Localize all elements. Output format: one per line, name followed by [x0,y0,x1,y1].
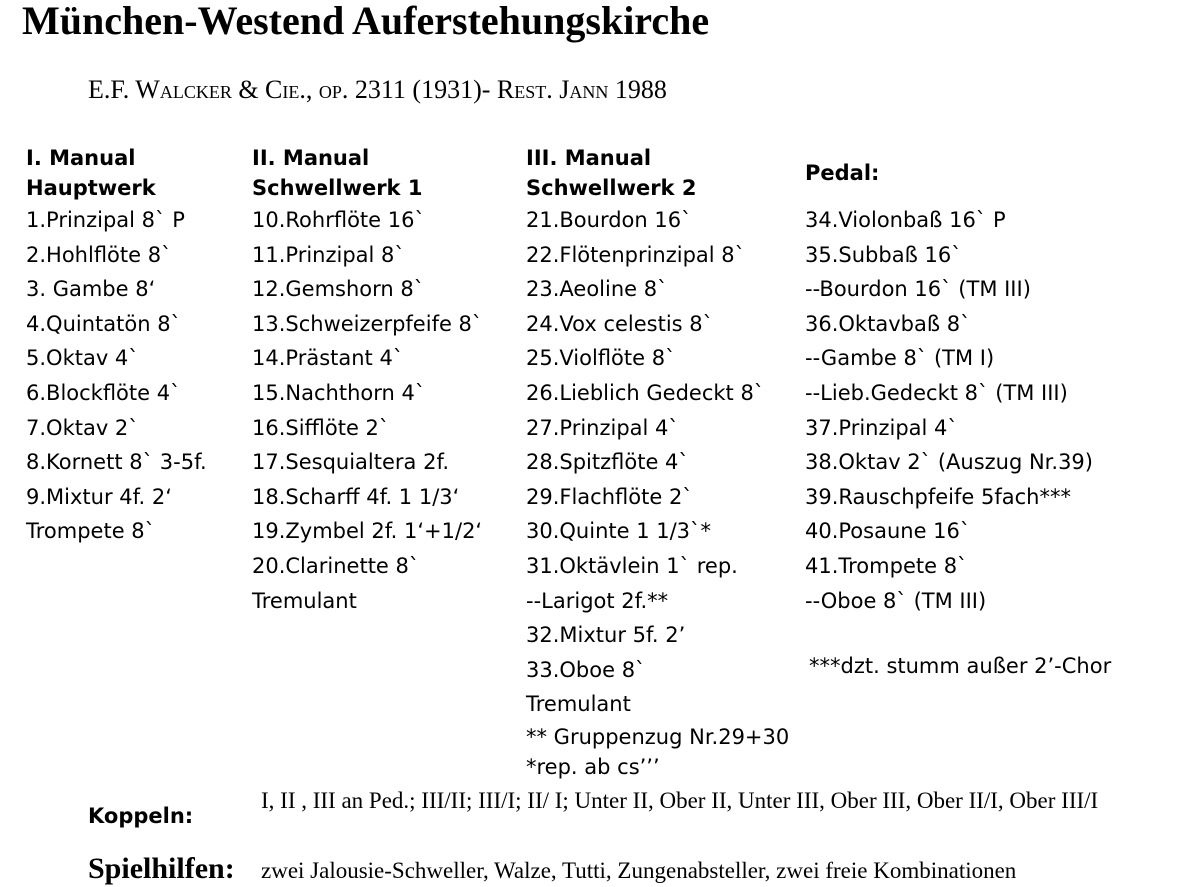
stop-item: --Gambe 8` (TM I) [805,346,995,371]
stop-item: --Bourdon 16` (TM III) [805,277,1031,302]
koppeln-label: Koppeln: [88,804,194,828]
stop-item: 15.Nachthorn 4` [252,380,426,405]
stop-item: 14.Prästant 4` [252,346,404,371]
stop-item: 8.Kornett 8` 3-5f. [26,450,207,475]
division-heading [26,143,207,203]
stop-item: 39.Rauschpfeife 5fach*** [805,484,1071,509]
stop-item: 35.Subbaß 16` [805,242,962,267]
division-heading-line2: Schwellwerk 2 [526,176,697,200]
division-heading [252,143,482,203]
division-hauptwerk [26,143,207,549]
division-schwellwerk-1 [252,143,482,618]
stop-item: 27.Prinzipal 4` [526,415,679,440]
stop-item: 5.Oktav 4` [26,346,139,371]
stop-item: 23.Aeoline 8` [526,277,668,302]
stop-item: 16.Sifflöte 2` [252,415,390,440]
spielhilfen-label: Spielhilfen: [88,852,235,885]
division-heading-line1: I. Manual [26,146,136,170]
stop-item: 9.Mixtur 4f. 2‘ [26,484,172,509]
footnote: ** Gruppenzug Nr.29+30 [526,724,790,749]
spielhilfen-text: zwei Jalousie-Schweller, Walze, Tutti, Zungenabsteller, zwei freie Kombinationen [261,858,1017,883]
stop-item: 4.Quintatön 8` [26,311,182,336]
stop-item: 20.Clarinette 8` [252,553,420,578]
stop-item: 19.Zymbel 2f. 1‘+1/2‘ [252,519,483,544]
stop-item: 37.Prinzipal 4` [805,415,958,440]
division-heading-line1: II. Manual [252,146,370,170]
division-heading [805,143,1093,203]
footnote: *rep. ab cs’’’ [526,754,660,779]
stop-item: 40.Posaune 16` [805,519,971,544]
stop-item: 38.Oktav 2` (Auszug Nr.39) [805,450,1093,475]
stop-item: 26.Lieblich Gedeckt 8` [526,380,765,405]
stop-item: Trompete 8` [26,519,156,544]
stop-item: 12.Gemshorn 8` [252,277,425,302]
stop-item: 24.Vox celestis 8` [526,311,714,336]
stop-item: 30.Quinte 1 1/3`* [526,519,712,544]
stop-item: 22.Flötenprinzipal 8` [526,242,746,267]
stop-item: --Larigot 2f.** [526,588,669,613]
stop-item: --Lieb.Gedeckt 8` (TM III) [805,380,1068,405]
stop-item: 3. Gambe 8‘ [26,277,156,302]
stop-item: 18.Scharff 4f. 1 1/3‘ [252,484,460,509]
stop-item: 32.Mixtur 5f. 2’ [526,623,686,648]
stop-item: 41.Trompete 8` [805,553,968,578]
stop-item: 31.Oktävlein 1` rep. [526,553,738,578]
division-schwellwerk-2 [526,143,789,782]
stop-item: 21.Bourdon 16` [526,208,692,232]
stop-item: 33.Oboe 8` [526,657,646,682]
division-heading-line2: Hauptwerk [26,176,156,200]
stop-item: 17.Sesquialtera 2f. [252,450,449,475]
stop-item: --Oboe 8` (TM III) [805,588,987,613]
division-heading [526,143,789,203]
division-heading-line1: III. Manual [526,146,652,170]
stop-item: 28.Spitzflöte 4` [526,450,689,475]
stop-item: 11.Prinzipal 8` [252,242,405,267]
stop-item: 10.Rohrflöte 16` [252,208,425,232]
division-heading-line2: Schwellwerk 1 [252,176,423,200]
division-pedal [805,143,1093,618]
stop-item: 36.Oktavbaß 8` [805,311,971,336]
organ-builder-subtitle: E.F. Walcker & Cie., op. 2311 (1931)- Rest. Jann 1988 [88,75,667,104]
stop-item: 25.Violflöte 8` [526,346,676,371]
stop-item: Tremulant [526,692,631,717]
stop-item: 34.Violonbaß 16` P [805,208,1006,232]
stop-item: 2.Hohlflöte 8` [26,242,172,267]
stop-item: 1.Prinzipal 8` P [26,208,185,232]
stop-item: 6.Blockflöte 4` [26,380,181,405]
koppeln-text: I, II , III an Ped.; III/II; III/I; II/ I; Unter II, Ober II, Unter III, Ober III, Ober II/I, Ober III/I [261,788,1099,813]
division-heading-line2: Pedal: [805,161,880,185]
stop-item: 29.Flachflöte 2` [526,484,693,509]
pedal-note: ***dzt. stumm außer 2’-Chor [809,654,1112,678]
stop-item: Tremulant [252,588,357,613]
stop-item: 13.Schweizerpfeife 8` [252,311,483,336]
stop-item: 7.Oktav 2` [26,415,139,440]
page-title: München-Westend Auferstehungskirche [22,0,710,43]
